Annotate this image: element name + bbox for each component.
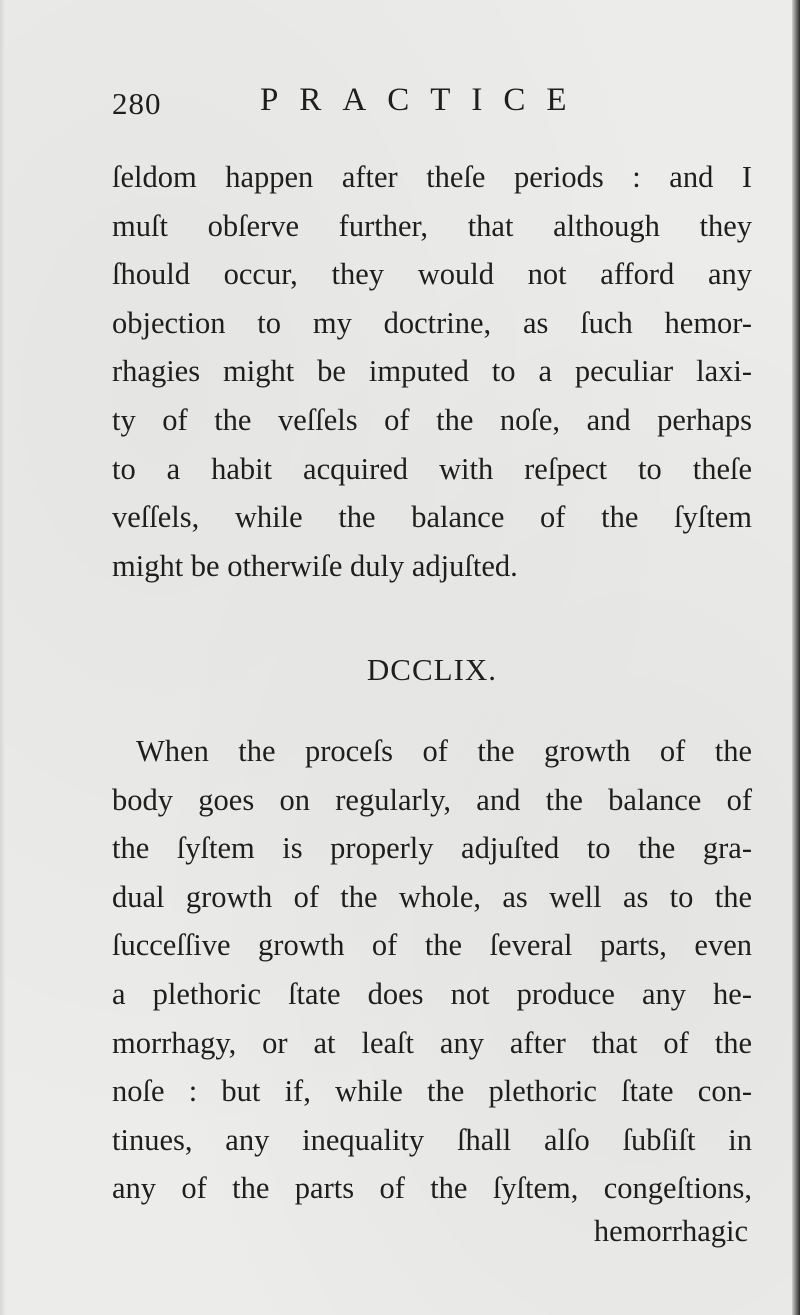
text-line: noſe : but if, while the plethoric ſtate con- bbox=[112, 1074, 752, 1109]
text-line: rhagies might be imputed to a peculiar laxi- bbox=[112, 354, 752, 389]
text-line: When the proceſs of the growth of the bbox=[136, 734, 752, 768]
text-line: to a habit acquired with reſpect to theſe bbox=[112, 451, 752, 486]
text-line: muſt obſerve further, that although they bbox=[112, 208, 752, 243]
text-line: dual growth of the whole, as well as to the bbox=[112, 879, 752, 914]
text-line: tinues, any inequality ſhall alſo ſubſiſt in bbox=[112, 1122, 752, 1157]
paragraph-1 bbox=[112, 153, 752, 590]
text-line: a plethoric ſtate does not produce any he- bbox=[112, 976, 752, 1011]
text-line: morrhagy, or at leaſt any after that of the bbox=[112, 1025, 752, 1060]
text-line: veſſels, while the balance of the ſyſtem bbox=[112, 500, 752, 535]
text-line: might be otherwiſe duly adjuſted. bbox=[112, 548, 518, 583]
page-left-edge bbox=[0, 0, 6, 1315]
running-title: PRACTICE bbox=[260, 82, 588, 118]
text-line: any of the parts of the ſyſtem, congeſtions, bbox=[112, 1171, 752, 1206]
text-line: body goes on regularly, and the balance of bbox=[112, 782, 752, 817]
book-spine-shadow bbox=[792, 0, 800, 1315]
running-head bbox=[112, 82, 732, 122]
text-line: objection to my doctrine, as ſuch hemor- bbox=[112, 305, 752, 340]
paragraph-2 bbox=[112, 727, 752, 1213]
text-line: ſhould occur, they would not afford any bbox=[112, 257, 752, 292]
text-line: ſucceſſive growth of the ſeveral parts, even bbox=[112, 928, 752, 963]
catchword: hemorrhagic bbox=[593, 1214, 748, 1248]
text-line: ty of the veſſels of the noſe, and perhaps bbox=[112, 402, 752, 437]
text-line: ſeldom happen after theſe periods : and I bbox=[112, 160, 752, 194]
text-line: the ſyſtem is properly adjuſted to the gra- bbox=[112, 831, 752, 866]
page-number: 280 bbox=[112, 86, 162, 121]
section-heading: DCCLIX. bbox=[366, 652, 498, 687]
